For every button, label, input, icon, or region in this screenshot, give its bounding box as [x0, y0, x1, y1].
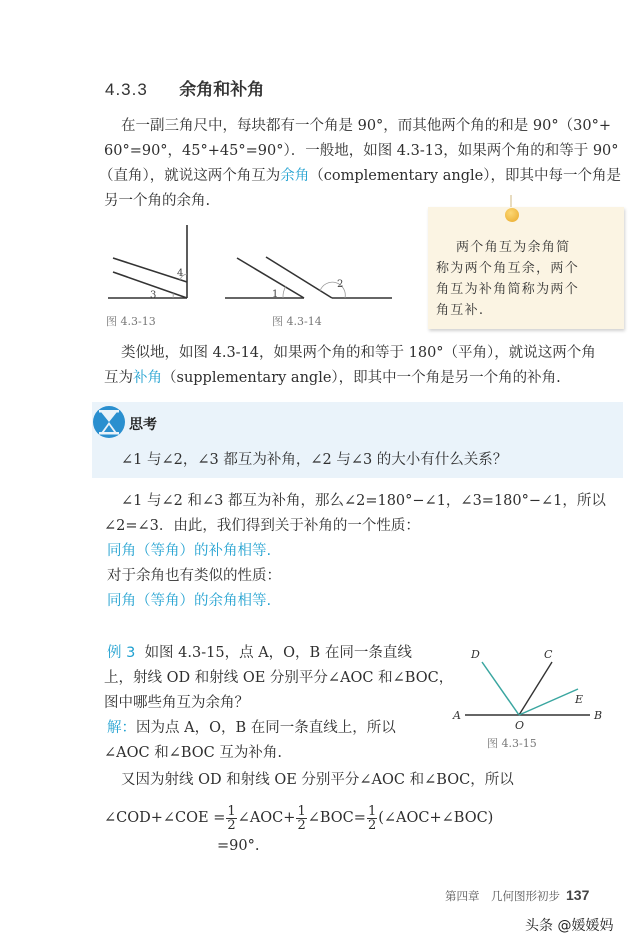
think-question: ∠1 与∠2，∠3 都互为补角，∠2 与∠3 的大小有什么关系？	[121, 452, 508, 468]
point-label-o: O	[515, 719, 525, 730]
figure-caption-13: 图 4.3-13	[106, 315, 156, 328]
eq-text: ∠BOC=	[307, 810, 366, 826]
intro-text: （直角），就说这两个角互为	[99, 168, 281, 184]
note-line: 称为两个角互余，两个	[436, 261, 580, 276]
example-text: 如图 4.3-15，点 A，O，B 在同一条直线	[144, 645, 412, 661]
figure-caption-14: 图 4.3-14	[272, 315, 322, 328]
section-number: 4.3.3	[105, 80, 148, 99]
point-label-c: C	[544, 648, 553, 661]
fraction-half: $\frac{1}{2}$	[297, 803, 306, 833]
equation-line	[104, 803, 493, 833]
intro-text: （complementary angle），即其中每一个角是	[309, 168, 621, 184]
note-line: 两个角互为余角简	[456, 240, 571, 255]
section-heading	[105, 75, 264, 100]
solution-line-1	[107, 718, 396, 738]
equation-result: =90°.	[217, 838, 260, 854]
pushpin-icon	[505, 208, 519, 222]
solution-line-3: 又因为射线 OD 和射线 OE 分别平分∠AOC 和∠BOC，所以	[121, 772, 514, 788]
term-supplementary: 补角	[133, 370, 162, 386]
example-line-1	[107, 643, 412, 663]
solution-line-2: ∠AOC 和∠BOC 互为补角.	[104, 745, 282, 761]
think-title: 思考	[129, 417, 157, 433]
figure-4-3-15	[445, 640, 615, 730]
property-supplementary: 同角（等角）的补角相等.	[107, 543, 272, 559]
supp-text: 互为	[104, 370, 133, 386]
supp-line-1: 类似地，如图 4.3-14，如果两个角的和等于 180°（平角），就说这两个角	[121, 345, 596, 361]
watermark: 头条 @媛媛妈	[525, 918, 614, 934]
intro-line-1: 在一副三角尺中，每块都有一个角是 90°，而其他两个角的和是 90°（30°+	[121, 118, 611, 134]
note-line: 角互为补角简称为两个	[436, 282, 580, 297]
figure-caption-15: 图 4.3-15	[487, 737, 537, 750]
reasoning-line-3: 对于余角也有类似的性质：	[107, 568, 281, 584]
property-complementary: 同角（等角）的余角相等.	[107, 593, 272, 609]
fraction-half: $\frac{1}{2}$	[367, 803, 377, 833]
figure-4-3-14	[220, 240, 400, 300]
eq-text: ∠AOC+	[237, 810, 296, 826]
section-title: 余角和补角	[179, 80, 265, 100]
solution-text: 因为点 A，O，B 在同一条直线上，所以	[136, 720, 396, 736]
example-label: 例 3	[107, 645, 136, 661]
term-complementary: 余角	[280, 168, 310, 184]
page-footer	[445, 887, 589, 904]
reasoning-line-2: ∠2=∠3．由此，我们得到关于补角的一个性质：	[104, 518, 420, 534]
page-number: 137	[566, 887, 590, 903]
supp-line-2	[104, 368, 561, 388]
intro-line-2: 60°=90°，45°+45°=90°）．一般地，如图 4.3-13，如果两个角的和等于 90°	[104, 143, 619, 159]
chapter-title: 第四章 几何图形初步	[445, 889, 560, 903]
reasoning-line-1: ∠1 与∠2 和∠3 都互为补角，那么∠2=180°−∠1，∠3=180°−∠1，所以	[121, 493, 606, 509]
example-line-2: 上，射线 OD 和射线 OE 分别平分∠AOC 和∠BOC，	[104, 670, 454, 686]
point-label-b: B	[594, 709, 603, 722]
angle-label-1: 1	[272, 289, 279, 300]
eq-text: (∠AOC+∠BOC)	[378, 810, 494, 826]
intro-line-4: 另一个角的余角.	[104, 193, 211, 209]
fraction-half: $\frac{1}{2}$	[227, 803, 236, 833]
intro-line-3	[99, 166, 621, 186]
point-label-a: A	[453, 709, 461, 722]
example-line-3: 图中哪些角互为余角？	[104, 695, 249, 711]
angle-label-3: 3	[150, 290, 157, 301]
sticky-note	[428, 207, 624, 329]
angle-label-4: 4	[177, 268, 184, 279]
solution-label: 解：	[107, 720, 136, 736]
supp-text: （supplementary angle），即其中一个角是另一个角的补角.	[162, 370, 561, 386]
note-line: 角互补.	[436, 303, 485, 318]
angle-label-2: 2	[337, 279, 344, 290]
point-label-e: E	[575, 693, 584, 706]
figure-4-3-13	[100, 220, 210, 310]
point-label-d: D	[471, 648, 480, 661]
hourglass-icon	[92, 405, 126, 439]
eq-text: ∠COD+∠COE =	[104, 810, 226, 826]
